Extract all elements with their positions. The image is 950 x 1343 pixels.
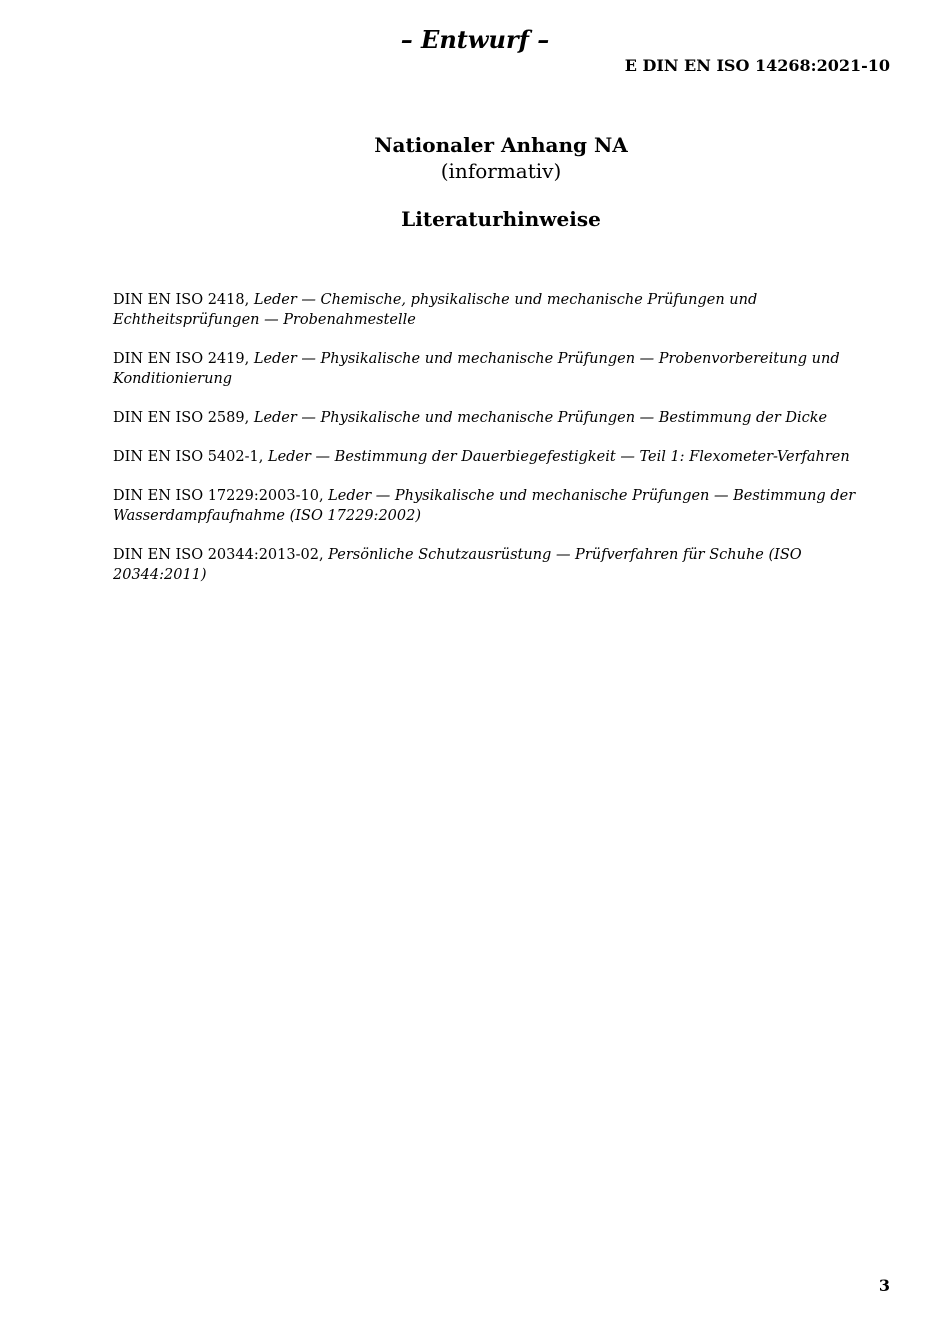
reference-number: DIN EN ISO 5402-1,: [113, 449, 264, 465]
reference-item: [113, 545, 883, 585]
reference-item: [113, 349, 883, 389]
reference-list: [113, 290, 883, 604]
page-number: 3: [878, 1276, 890, 1295]
reference-title: Leder — Physikalische und mechanische Prüfungen — Probenvorbereitung und Konditionierung: [113, 351, 840, 387]
annex-type: (informativ): [440, 159, 562, 183]
section-title: Literaturhinweise: [401, 207, 601, 231]
document-id: E DIN EN ISO 14268:2021-10: [624, 56, 890, 75]
reference-title: Leder — Physikalische und mechanische Prüfungen — Bestimmung der Dicke: [253, 410, 828, 426]
reference-item: [113, 290, 883, 330]
reference-number: DIN EN ISO 17229:2003-10,: [113, 488, 324, 504]
reference-number: DIN EN ISO 2418,: [113, 292, 250, 308]
reference-title: Persönliche Schutzausrüstung — Prüfverfahren für Schuhe (ISO 20344:2011): [113, 547, 802, 583]
reference-title: Leder — Bestimmung der Dauerbiegefestigkeit — Teil 1: Flexometer-Verfahren: [267, 449, 850, 465]
reference-number: DIN EN ISO 2419,: [113, 351, 250, 367]
reference-title: Leder — Physikalische und mechanische Prüfungen — Bestimmung der Wasserdampfaufnahme (ISO 17229:2002): [113, 488, 856, 524]
reference-title: Leder — Chemische, physikalische und mechanische Prüfungen und Echtheitsprüfungen — Probenahmestelle: [113, 292, 758, 328]
reference-item: [113, 408, 883, 428]
annex-title: Nationaler Anhang NA: [374, 133, 628, 157]
reference-item: [113, 486, 883, 526]
reference-number: DIN EN ISO 2589,: [113, 410, 250, 426]
draft-watermark: – Entwurf –: [400, 25, 550, 54]
reference-item: [113, 447, 883, 467]
reference-number: DIN EN ISO 20344:2013-02,: [113, 547, 324, 563]
